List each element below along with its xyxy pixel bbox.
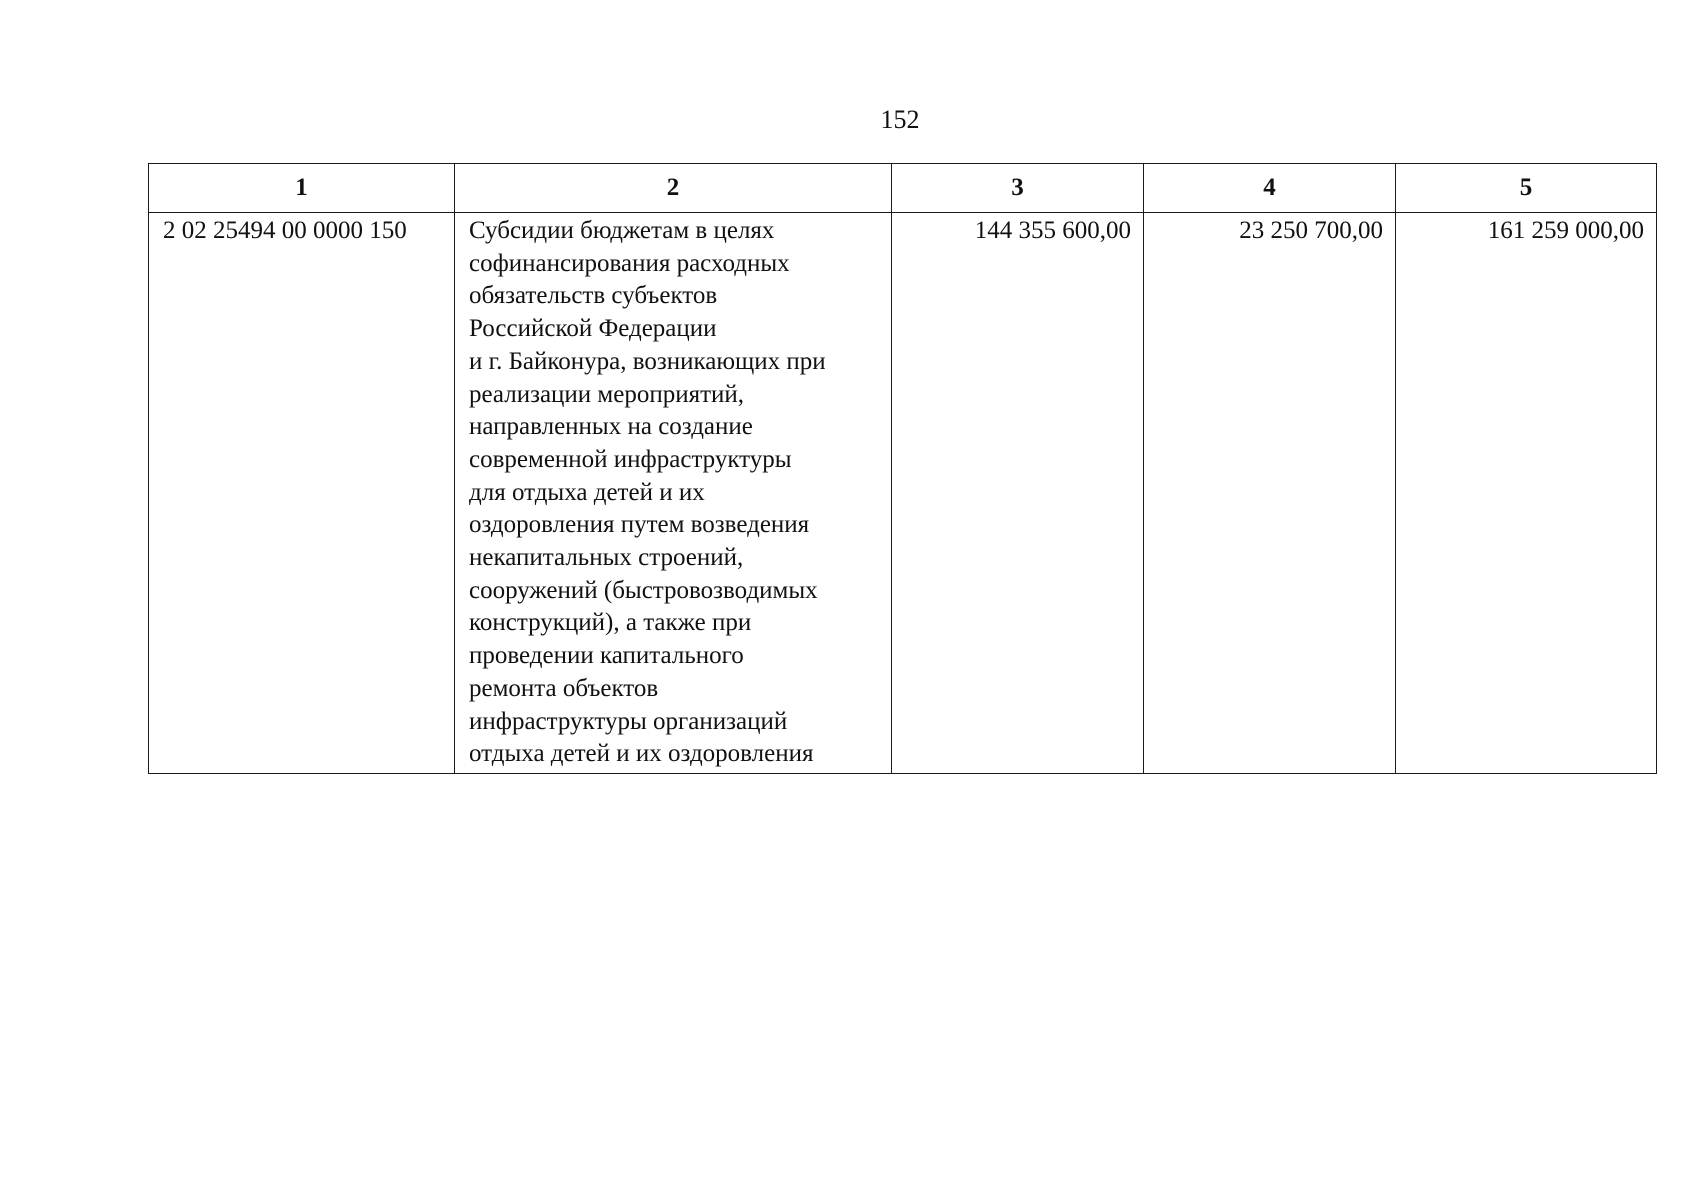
description-cell (455, 213, 892, 774)
column-header-2: 2 (455, 164, 892, 213)
column-header-5: 5 (1396, 164, 1657, 213)
description-line: Российской Федерации (469, 315, 717, 343)
page-number: 152 (880, 105, 920, 134)
column-header-4: 4 (1144, 164, 1396, 213)
table-header-row (149, 164, 1657, 213)
description-line: инфраструктуры организаций (469, 707, 788, 735)
description-line: конструкций), а также при (469, 609, 752, 637)
column-header-1: 1 (149, 164, 455, 213)
table-row (149, 213, 1657, 774)
description-line: обязательств субъектов (469, 282, 718, 310)
description-line: реализации мероприятий, (469, 380, 745, 408)
description-line: и г. Байконура, возникающих при (469, 347, 826, 375)
description-line: проведении капитального (469, 642, 744, 670)
description-line: Субсидии бюджетам в целях (469, 217, 775, 244)
description-line: оздоровления путем возведения (469, 511, 810, 539)
description-line: для отдыха детей и их (469, 478, 705, 506)
description-line: сооружений (быстровозводимых (469, 576, 818, 604)
description-line: ремонта объектов (469, 674, 659, 702)
description-line: направленных на создание (469, 413, 753, 441)
description-line: отдыха детей и их оздоровления (469, 740, 814, 768)
amount-col4-cell: 23 250 700,00 (1144, 213, 1396, 774)
description-line: современной инфраструктуры (469, 445, 792, 473)
amount-col3-cell: 144 355 600,00 (892, 213, 1144, 774)
description-line: некапитальных строений, (469, 544, 744, 572)
budget-code-cell: 2 02 25494 00 0000 150 (149, 213, 455, 774)
description-line: софинансирования расходных (469, 249, 790, 277)
amount-col5-cell: 161 259 000,00 (1396, 213, 1657, 774)
column-header-3: 3 (892, 164, 1144, 213)
budget-table (148, 163, 1657, 774)
